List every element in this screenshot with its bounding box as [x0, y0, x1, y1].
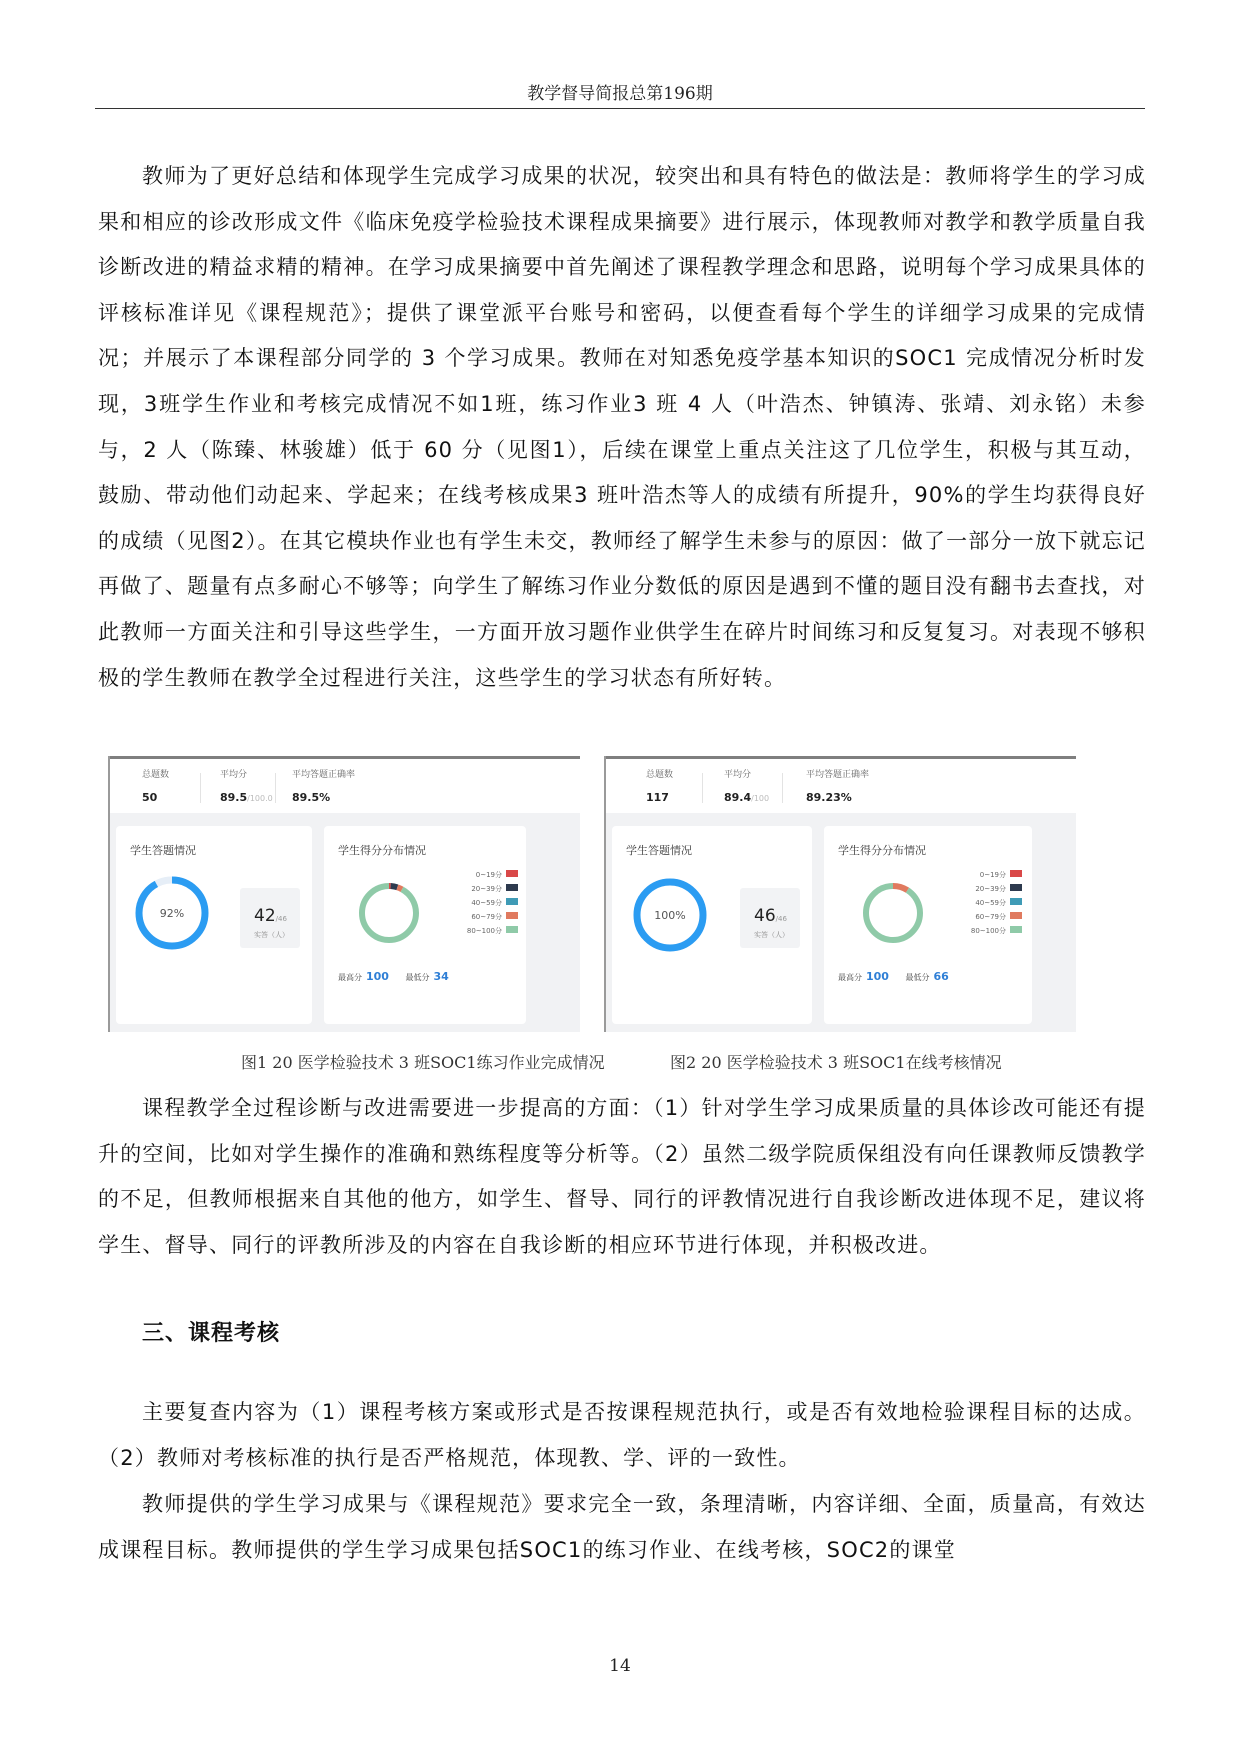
- legend-item: [962, 868, 1022, 882]
- highest-score: 100: [866, 970, 889, 983]
- paragraph-text: 教师为了更好总结和体现学生完成学习成果的状况，较突出和具有特色的做法是：教师将学生的学习成果和相应的诊改形成文件《临床免疫学检验技术课程成果摘要》进行展示，体现教师对教学和教学质量自我诊断改进的精益求精的精神。在学习成果摘要中首先阐述了课程教学理念和思路，说明每个学习成果具体的评核标准详见《课程规范》；提供了课堂派平台账号和密码，以便查看每个学生的详细学习成果的完成情况；并展示了本课程部分同学的 3 个学习成果。教师在对知悉免疫学基本知识的SOC1 完成情况分析时发现，3班学生作业和考核完成情况不如1班，练习作业3 班 4 人（叶浩杰、钟镇涛、张靖、刘永铭）未参与，2 人（陈臻、林骏雄）低于 60 分（见图1），后续在课堂上重点关注这了几位学生，积极与其互动，鼓励、带动他们动起来、学起来；在线考核成果3 班叶浩杰等人的成绩有所提升，90%的学生均获得良好的成绩（见图2）。在其它模块作业也有学生未交，教师经了解学生未参与的原因：做了一部分一放下就忘记再做了、题量有点多耐心不够等；向学生了解练习作业分数低的原因是遇到不懂的题目没有翻书去查找，对此教师一方面关注和引导这些学生，一方面开放习题作业供学生在碎片时间练习和反复复习。对表现不够积极的学生教师在教学全过程进行关注，这些学生的学习状态有所好转。: [98, 164, 1146, 690]
- highest-label: 最高分: [338, 973, 362, 982]
- count-caption: 实答（人）: [254, 931, 289, 939]
- running-header: 教学督导简报总第196期: [527, 84, 713, 104]
- legend-item: [962, 896, 1022, 910]
- submitted-value: 46: [754, 906, 776, 926]
- count-caption: 实答（人）: [754, 931, 789, 939]
- answer-status-card: [612, 826, 812, 1024]
- highest-label: 最高分: [838, 973, 862, 982]
- legend-item: [962, 882, 1022, 896]
- donut-segment: [866, 886, 920, 940]
- legend-swatch: [1010, 870, 1022, 877]
- lowest-score: 66: [933, 970, 949, 983]
- card-title: 学生得分分布情况: [838, 844, 926, 857]
- card-title: 学生得分分布情况: [338, 844, 426, 857]
- stat-average: [724, 767, 769, 804]
- legend-label: 80~100分: [466, 927, 502, 935]
- answered-count: [754, 906, 787, 926]
- stat-value: [724, 791, 769, 804]
- section-heading: 三、课程考核: [142, 1321, 281, 1346]
- body-paragraph-2: [98, 1086, 1146, 1268]
- figure-1-caption: 图1 20 医学检验技术 3 班SOC1练习作业完成情况: [241, 1053, 605, 1072]
- stat-label: 平均分: [220, 770, 248, 780]
- answered-count: [254, 906, 287, 926]
- stat-label: 平均分: [724, 770, 752, 780]
- score-extremes: [838, 970, 963, 983]
- stat-value: 89.23%: [806, 791, 852, 804]
- answered-count-box: [240, 888, 300, 948]
- figure-2-screenshot: [604, 756, 1076, 1032]
- stat-accuracy: [292, 767, 355, 804]
- legend-item: [458, 896, 518, 910]
- card-title: 学生答题情况: [130, 844, 196, 857]
- legend-label: 80~100分: [970, 927, 1006, 935]
- legend-swatch: [506, 870, 518, 877]
- legend-label: 60~79分: [471, 913, 502, 921]
- page-number: 14: [609, 1656, 631, 1676]
- paragraph-text: 课程教学全过程诊断与改进需要进一步提高的方面：（1）针对学生学习成果质量的具体诊改可能还有提升的空间，比如对学生操作的准确和熟练程度等分析等。（2）虽然二级学院质保组没有向任课教师反馈教学的不足，但教师根据来自其他的他方，如学生、督导、同行的评教情况进行自我诊断改进体现不足，建议将学生、督导、同行的评教所涉及的内容在自我诊断的相应环节进行体现，并积极改进。: [98, 1096, 1146, 1257]
- paragraph-text: 教师提供的学生学习成果与《课程规范》要求完全一致，条理清晰，内容详细、全面，质量高，有效达成课程目标。教师提供的学生学习成果包括SOC1的练习作业、在线考核，SOC2的课堂: [98, 1492, 1146, 1562]
- legend-swatch: [506, 898, 518, 905]
- score-donut: [858, 878, 928, 948]
- legend-label: 0~19分: [979, 871, 1006, 879]
- legend-label: 0~19分: [475, 871, 502, 879]
- stat-total: [646, 767, 673, 804]
- legend-item: [962, 924, 1022, 938]
- legend-label: 20~39分: [471, 885, 502, 893]
- legend-item: [458, 924, 518, 938]
- legend-label: 40~59分: [975, 899, 1006, 907]
- paragraph-text: 主要复查内容为（1）课程考核方案或形式是否按课程规范执行，或是否有效地检验课程目标的达成。（2）教师对考核标准的执行是否严格规范，体现教、学、评的一致性。: [98, 1400, 1146, 1470]
- answer-status-card: [116, 826, 312, 1024]
- stat-average: [220, 767, 273, 804]
- average-score: 89.4: [724, 791, 752, 804]
- completion-ring: [630, 875, 710, 955]
- header-rule: [95, 108, 1145, 109]
- legend-item: [962, 910, 1022, 924]
- stat-accuracy: [806, 767, 869, 804]
- stats-bar: [110, 756, 580, 813]
- stat-total: [142, 767, 169, 804]
- average-max: /100.0: [247, 794, 273, 803]
- total-students: /46: [275, 915, 287, 923]
- submitted-value: 42: [254, 906, 276, 926]
- lowest-label: 最低分: [905, 973, 930, 982]
- score-donut: [354, 878, 424, 948]
- figure-captions: [0, 1050, 1240, 1074]
- answered-count-box: [740, 888, 800, 948]
- stat-value: 117: [646, 791, 669, 804]
- stat-divider: [275, 773, 276, 803]
- score-extremes: [338, 970, 463, 983]
- legend-swatch: [506, 926, 518, 933]
- body-paragraph-4: [98, 1482, 1146, 1573]
- stat-label: 平均答题正确率: [292, 770, 356, 780]
- legend-item: [458, 910, 518, 924]
- legend-swatch: [1010, 884, 1022, 891]
- stats-bar: [606, 756, 1076, 813]
- stat-label: 平均答题正确率: [806, 770, 870, 780]
- stat-divider: [200, 773, 201, 803]
- score-legend: [962, 868, 1022, 938]
- body-paragraph-3: [98, 1390, 1146, 1481]
- stat-divider: [782, 773, 783, 803]
- score-distribution-card: [824, 826, 1032, 1024]
- figure-row: [108, 756, 1112, 1032]
- legend-swatch: [1010, 912, 1022, 919]
- body-paragraph-1: [98, 154, 1146, 701]
- legend-item: [458, 868, 518, 882]
- legend-label: 20~39分: [975, 885, 1006, 893]
- figure-2-caption: 图2 20 医学检验技术 3 班SOC1在线考核情况: [670, 1053, 1002, 1072]
- ring-percent-label: 92%: [159, 907, 185, 920]
- stat-value: 50: [142, 791, 158, 804]
- ring-percent-label: 100%: [654, 909, 686, 922]
- total-students: /46: [775, 915, 787, 923]
- legend-label: 60~79分: [975, 913, 1006, 921]
- legend-swatch: [1010, 898, 1022, 905]
- card-title: 学生答题情况: [626, 844, 692, 857]
- average-score: 89.5: [220, 791, 248, 804]
- legend-swatch: [506, 912, 518, 919]
- stat-label: 总题数: [142, 770, 170, 780]
- stat-label: 总题数: [646, 770, 674, 780]
- legend-item: [458, 882, 518, 896]
- score-distribution-card: [324, 826, 526, 1024]
- legend-swatch: [506, 884, 518, 891]
- lowest-score: 34: [433, 970, 449, 983]
- legend-label: 40~59分: [471, 899, 502, 907]
- stat-value: [220, 791, 273, 804]
- donut-segment: [362, 886, 416, 940]
- highest-score: 100: [366, 970, 389, 983]
- figure-1-screenshot: [108, 756, 580, 1032]
- legend-swatch: [1010, 926, 1022, 933]
- lowest-label: 最低分: [405, 973, 430, 982]
- completion-ring: [132, 873, 212, 953]
- stat-divider: [702, 773, 703, 803]
- average-max: /100: [751, 794, 770, 803]
- stat-value: 89.5%: [292, 791, 331, 804]
- score-legend: [458, 868, 518, 938]
